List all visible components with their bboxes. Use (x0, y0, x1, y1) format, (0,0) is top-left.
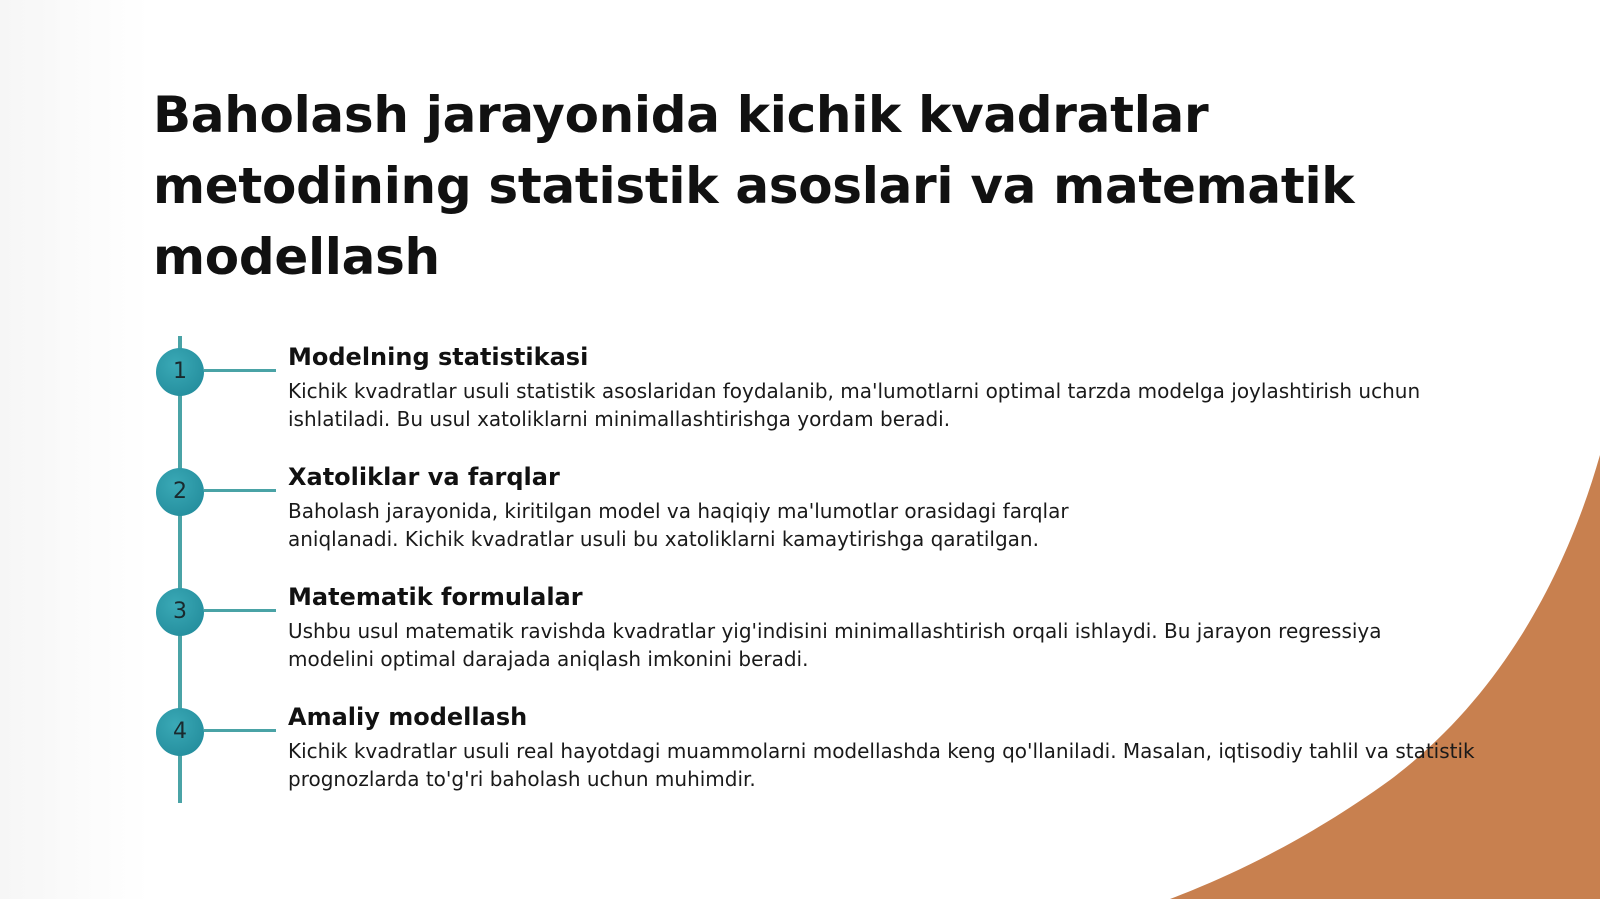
step-title: Modelning statistikasi (288, 343, 589, 371)
step-number-badge: 1 (156, 348, 204, 396)
step-title: Xatoliklar va farqlar (288, 463, 560, 491)
step-connector (204, 729, 276, 732)
step-number-badge: 4 (156, 708, 204, 756)
step-number-badge: 3 (156, 588, 204, 636)
step-connector (204, 609, 276, 612)
step-connector (204, 489, 276, 492)
step-title: Amaliy modellash (288, 703, 528, 731)
step-connector (204, 369, 276, 372)
step-title: Matematik formulalar (288, 583, 583, 611)
step-number-badge: 2 (156, 468, 204, 516)
step-description: Kichik kvadratlar usuli statistik asoslaridan foydalanib, ma'lumotlarni optimal tarzda modelga joylashtirish uchun ishlatiladi. Bu usul xatoliklarni minimallashtirishga yordam beradi. (288, 379, 1421, 431)
step-description: Ushbu usul matematik ravishda kvadratlar yig'indisini minimallashtirish orqali ishlaydi. Bu jarayon regressiya modelini optimal darajada aniqlash imkonini beradi. (288, 619, 1382, 671)
step-description: Baholash jarayonida, kiritilgan model va haqiqiy ma'lumotlar orasidagi farqlar aniqlanadi. Kichik kvadratlar usuli bu xatoliklarni kamaytirishga qaratilgan. (288, 499, 1069, 551)
step-description: Kichik kvadratlar usuli real hayotdagi muammolarni modellashda keng qo'llaniladi. Masalan, iqtisodiy tahlil va statistik prognozlarda to'g'ri baholash uchun muhimdir. (288, 739, 1475, 791)
page-title: Baholash jarayonida kichik kvadratlar metodining statistik asoslari va matematik modellash (153, 86, 1355, 286)
